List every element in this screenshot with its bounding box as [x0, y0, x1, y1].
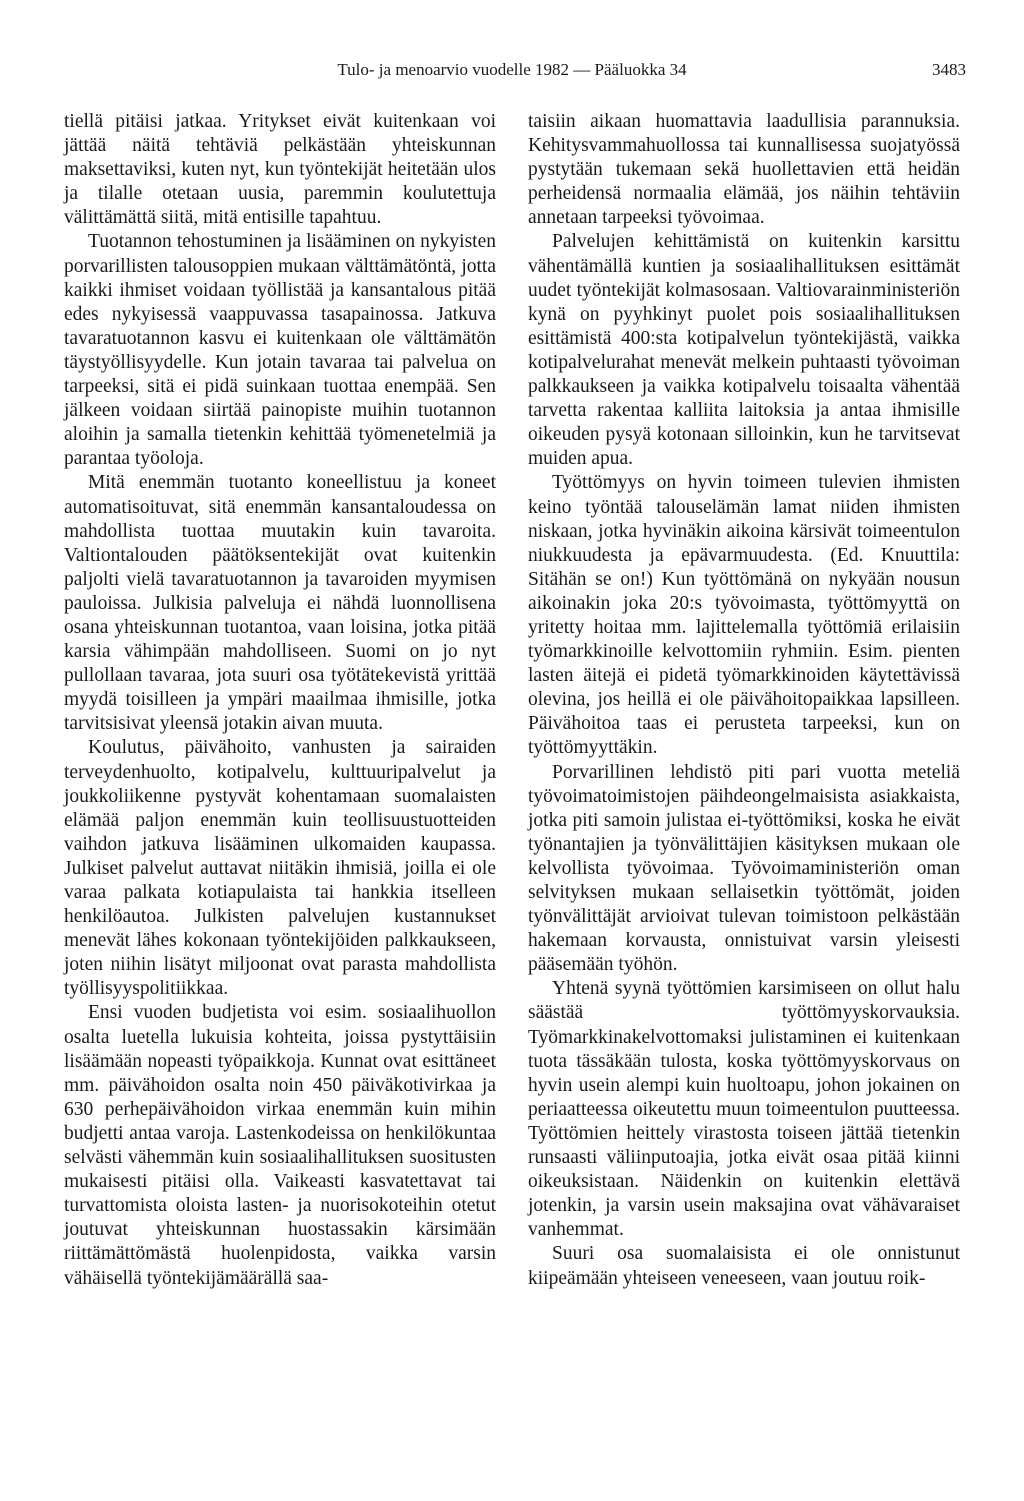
paragraph: Yhtenä syynä työttömien karsimiseen on ollut halu säästää työttömyyskorvauksia. Työmarkkinakelvottomaksi julistaminen ei kuitenkaan tuota tässäkään tulosta, koska työttömyyskorvaus on hyvin usein alempi kuin huoltoapu, johon jokainen on periaatteessa oikeutettu muun toimeentulon puutteessa. Työttömien heittely virastosta toiseen jättää tietenkin runsaasti väliinputoajia, jotka eivät osaa pitää kiinni oikeuksistaan. Näidenkin on kuitenkin elettävä jotenkin, ja varsin usein maksajina ovat vähävaraiset vanhemmat. [528, 978, 960, 1241]
paragraph: Suuri osa suomalaisista ei ole onnistunut kiipeämään yhteiseen veneeseen, vaan joutuu roik- [528, 1243, 960, 1289]
paragraph: Koulutus, päivähoito, vanhusten ja sairaiden terveydenhuolto, kotipalvelu, kulttuuripalvelut ja joukkoliikenne pystyvät kohentamaan suomalaisten elämää paljon enemmän kuin teollisuustuotteiden vaihdon jatkuva lisääminen ulkomaiden kaupassa. Julkiset palvelut auttavat niitäkin ihmisiä, joilla ei ole varaa palkata kotiapulaista tai hankkia itselleen henkilöautoa. Julkisten palvelujen kustannukset menevät lähes kokonaan työntekijöiden palkkaukseen, joten niihin lisätyt miljoonat ovat parasta mahdollista työllisyyspolitiikkaa. [64, 737, 496, 1000]
paragraph: Ensi vuoden budjetista voi esim. sosiaalihuollon osalta luetella lukuisia kohteita, joissa pystyttäisiin lisäämään nopeasti työpaikkoja. Kunnat ovat esittäneet mm. päivähoidon osalta noin 450 päiväkotivirkaa ja 630 perhepäivähoidon virkaa enemmän kuin mihin budjetti antaa varoja. Lastenkodeissa on henkilökuntaa selvästi vähemmän kuin sosiaalihallituksen suositusten mukaisesti pitäisi olla. Vaikeasti kasvatettavat tai turvattomista oloista lasten- ja nuorisokoteihin otetut joutuvat yhteiskunnan huostassakin kärsimään riittämättömästä huolenpidosta, vaikka varsin vähäisellä työntekijämäärällä saa- [64, 1002, 496, 1289]
running-title: Tulo- ja menoarvio vuodelle 1982 — Pääluokka 34 [337, 60, 687, 79]
paragraph: Porvarillinen lehdistö piti pari vuotta meteliä työvoimatoimistojen päihdeongelmaisista asiakkaista, jotka piti samoin julistaa ei-työttömiksi, koska he eivät työnantajien ja työnvälittäjien käsityksen mukaan ole kelvollista työvoimaa. Työvoimaministeriön oman selvityksen mukaan sellaisetkin työttömät, joiden työnvälittäjät arvioivat tulevan toimistoon pelkästään hakemaan korvausta, onnistuivat varsin yleisesti pääsemään työhön. [528, 761, 960, 976]
left-column [64, 110, 496, 1291]
paragraph: tiellä pitäisi jatkaa. Yritykset eivät kuitenkaan voi jättää näitä tehtäviä pelkästään yhteiskunnan maksettaviksi, kuten nyt, kun työntekijät heitetään ulos ja tilalle otetaan uusia, paremmin koulutettuja välittämättä siitä, mitä entisille tapahtuu. [64, 111, 496, 229]
page-number: 3483 [932, 60, 966, 79]
paragraph: Työttömyys on hyvin toimeen tulevien ihmisten keino työntää talouselämän lamat niiden ihmisten niskaan, jotka hyvinäkin aikoina kärsivät toimeentulon niukkuudesta ja epävarmuudesta. (Ed. Knuuttila: Sitähän se on!) Kun työttömänä on nykyään nousun aikoinakin joka 20:s työvoimasta, työttömyyttä on yritetty hoitaa mm. lajittelemalla työttömiä erilaisiin työmarkkinoille kelvottomiin ryhmiin. Esim. pienten lasten äitejä ei pidetä työmarkkinoiden käytettävissä olevina, jos heillä ei ole päivähoitopaikkaa lapsilleen. Päivähoitoa taas ei perusteta tarpeeksi, kun on työttömyyttäkin. [528, 472, 960, 759]
page-header [0, 60, 1024, 90]
paragraph: Mitä enemmän tuotanto koneellistuu ja koneet automatisoituvat, sitä enemmän kansantaloudessa on mahdollista tuottaa muutakin kuin tavaroita. Valtiontalouden päätöksentekijät ovat kuitenkin paljolti vielä tavaratuotannon ja tavaroiden myymisen pauloissa. Julkisia palveluja ei nähdä luonnollisena osana yhteiskunnan tuotantoa, vaan loisina, jotka pitää karsia vähimpään mahdolliseen. Suomi on jo nyt pullollaan tavaraa, jota suuri osa työtätekevistä yrittää myydä toisilleen ja ympäri maailmaa ihmisille, jotka tarvitsisivat yleensä jotakin aivan muuta. [64, 472, 496, 735]
paragraph: Tuotannon tehostuminen ja lisääminen on nykyisten porvarillisten talousoppien mukaan välttämätöntä, jotta kaikki ihmiset voidaan työllistää ja kansantalous pitää edes nykyisessä vaappuvassa tasapainossa. Jatkuva tavaratuotannon kasvu ei kuitenkaan ole välttämätön täystyöllisyydelle. Kun jotain tavaraa tai palvelua on tarpeeksi, sitä ei pidä suinkaan tuottaa enempää. Sen jälkeen voidaan siirtää painopiste muihin tuotannon aloihin ja samalla tietenkin kehittää työmenetelmiä ja parantaa työoloja. [64, 231, 496, 470]
paragraph: Palvelujen kehittämistä on kuitenkin karsittu vähentämällä kuntien ja sosiaalihallituksen esittämät uudet työntekijät kolmasosaan. Valtiovarainministeriön kynä on pyyhkinyt puolet pois sosiaalihallituksen esittämistä 400:sta kotipalvelun työntekijästä, vaikka kotipalvelurahat menevät melkein puhtaasti työvoiman palkkaukseen ja vaikka kotipalvelu toisaalta vähentää tarvetta rakentaa kalliita laitoksia ja antaa ihmisille oikeuden pysyä kotonaan silloinkin, kun he tarvitsevat muiden apua. [528, 231, 960, 470]
paragraph: taisiin aikaan huomattavia laadullisia parannuksia. Kehitysvammahuollossa tai kunnallisessa suojatyössä pystytään tukemaan sekä huollettavien että heidän perheidensä normaalia elämää, jos näihin tehtäviin annetaan tarpeeksi työvoimaa. [528, 111, 960, 229]
right-column [528, 110, 960, 1291]
